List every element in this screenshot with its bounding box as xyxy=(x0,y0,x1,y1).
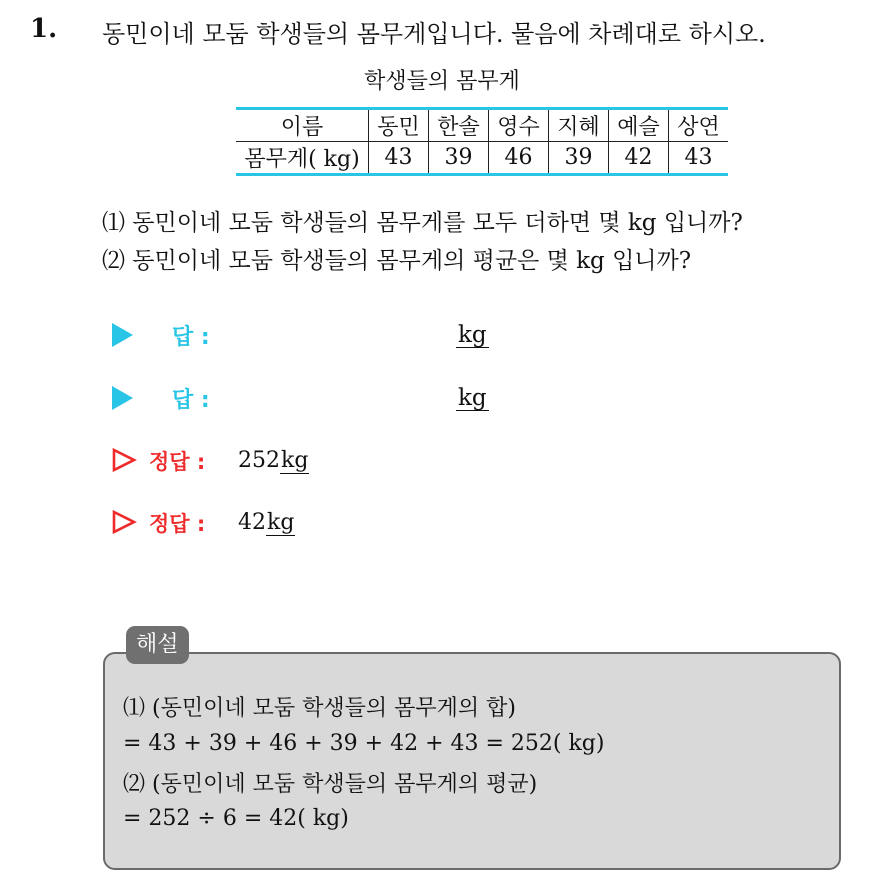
correct-unit: kg xyxy=(281,448,309,473)
table-weight-cell: 42 xyxy=(609,142,669,175)
explanation-line: = 252 ÷ 6 = 42( kg) xyxy=(123,806,349,831)
answer-unit: kg xyxy=(458,322,487,348)
table-weight-cell: 39 xyxy=(549,142,609,175)
table-name-cell: 상연 xyxy=(669,109,729,142)
question-text: 동민이네 모둠 학생들의 몸무게입니다. 물음에 차례대로 하시오. xyxy=(102,20,766,48)
filled-triangle-arrow-icon xyxy=(112,323,133,347)
table-header-label: 이름 xyxy=(236,109,369,142)
table-name-cell: 동민 xyxy=(369,109,429,142)
table-name-cell: 한솔 xyxy=(429,109,489,142)
answer-unit: kg xyxy=(458,385,487,411)
explanation-box xyxy=(103,652,841,870)
answer-label: 답 : xyxy=(172,388,210,413)
table-name-cell: 지혜 xyxy=(549,109,609,142)
explanation-line: ⑴ (동민이네 모둠 학생들의 몸무게의 합) xyxy=(123,696,516,721)
table-weight-cell: 46 xyxy=(489,142,549,175)
explanation-title: 해설 xyxy=(126,626,189,664)
correct-answer-2 xyxy=(238,510,295,535)
weight-table xyxy=(236,107,728,176)
outline-triangle-arrow-icon xyxy=(111,447,137,473)
correct-value: 252 xyxy=(238,448,280,473)
correct-unit: kg xyxy=(267,510,295,535)
table-weight-cell: 39 xyxy=(429,142,489,175)
table-title: 학생들의 몸무게 xyxy=(364,69,520,94)
table-name-cell: 예슬 xyxy=(609,109,669,142)
table-row-names xyxy=(236,109,728,142)
filled-triangle-arrow-icon xyxy=(112,386,133,410)
table-value-label: 몸무게( kg) xyxy=(244,147,360,172)
answer-label: 답 : xyxy=(172,325,210,350)
correct-value: 42 xyxy=(238,510,266,535)
table-weight-cell: 43 xyxy=(669,142,729,175)
table-row-weights xyxy=(236,142,728,175)
subquestion-2: ⑵ 동민이네 모둠 학생들의 몸무게의 평균은 몇 kg 입니까? xyxy=(102,248,692,274)
correct-label: 정답 : xyxy=(149,512,206,536)
table-name-cell: 영수 xyxy=(489,109,549,142)
outline-triangle-arrow-icon xyxy=(111,509,137,535)
question-number: 1. xyxy=(30,14,58,44)
explanation-line: ⑵ (동민이네 모둠 학생들의 몸무게의 평균) xyxy=(123,772,538,797)
correct-answer-1 xyxy=(238,448,309,473)
subquestion-1: ⑴ 동민이네 모둠 학생들의 몸무게를 모두 더하면 몇 kg 입니까? xyxy=(102,210,743,236)
correct-label: 정답 : xyxy=(149,450,206,474)
explanation-line: = 43 + 39 + 46 + 39 + 42 + 43 = 252( kg) xyxy=(123,731,605,756)
table-weight-cell: 43 xyxy=(369,142,429,175)
